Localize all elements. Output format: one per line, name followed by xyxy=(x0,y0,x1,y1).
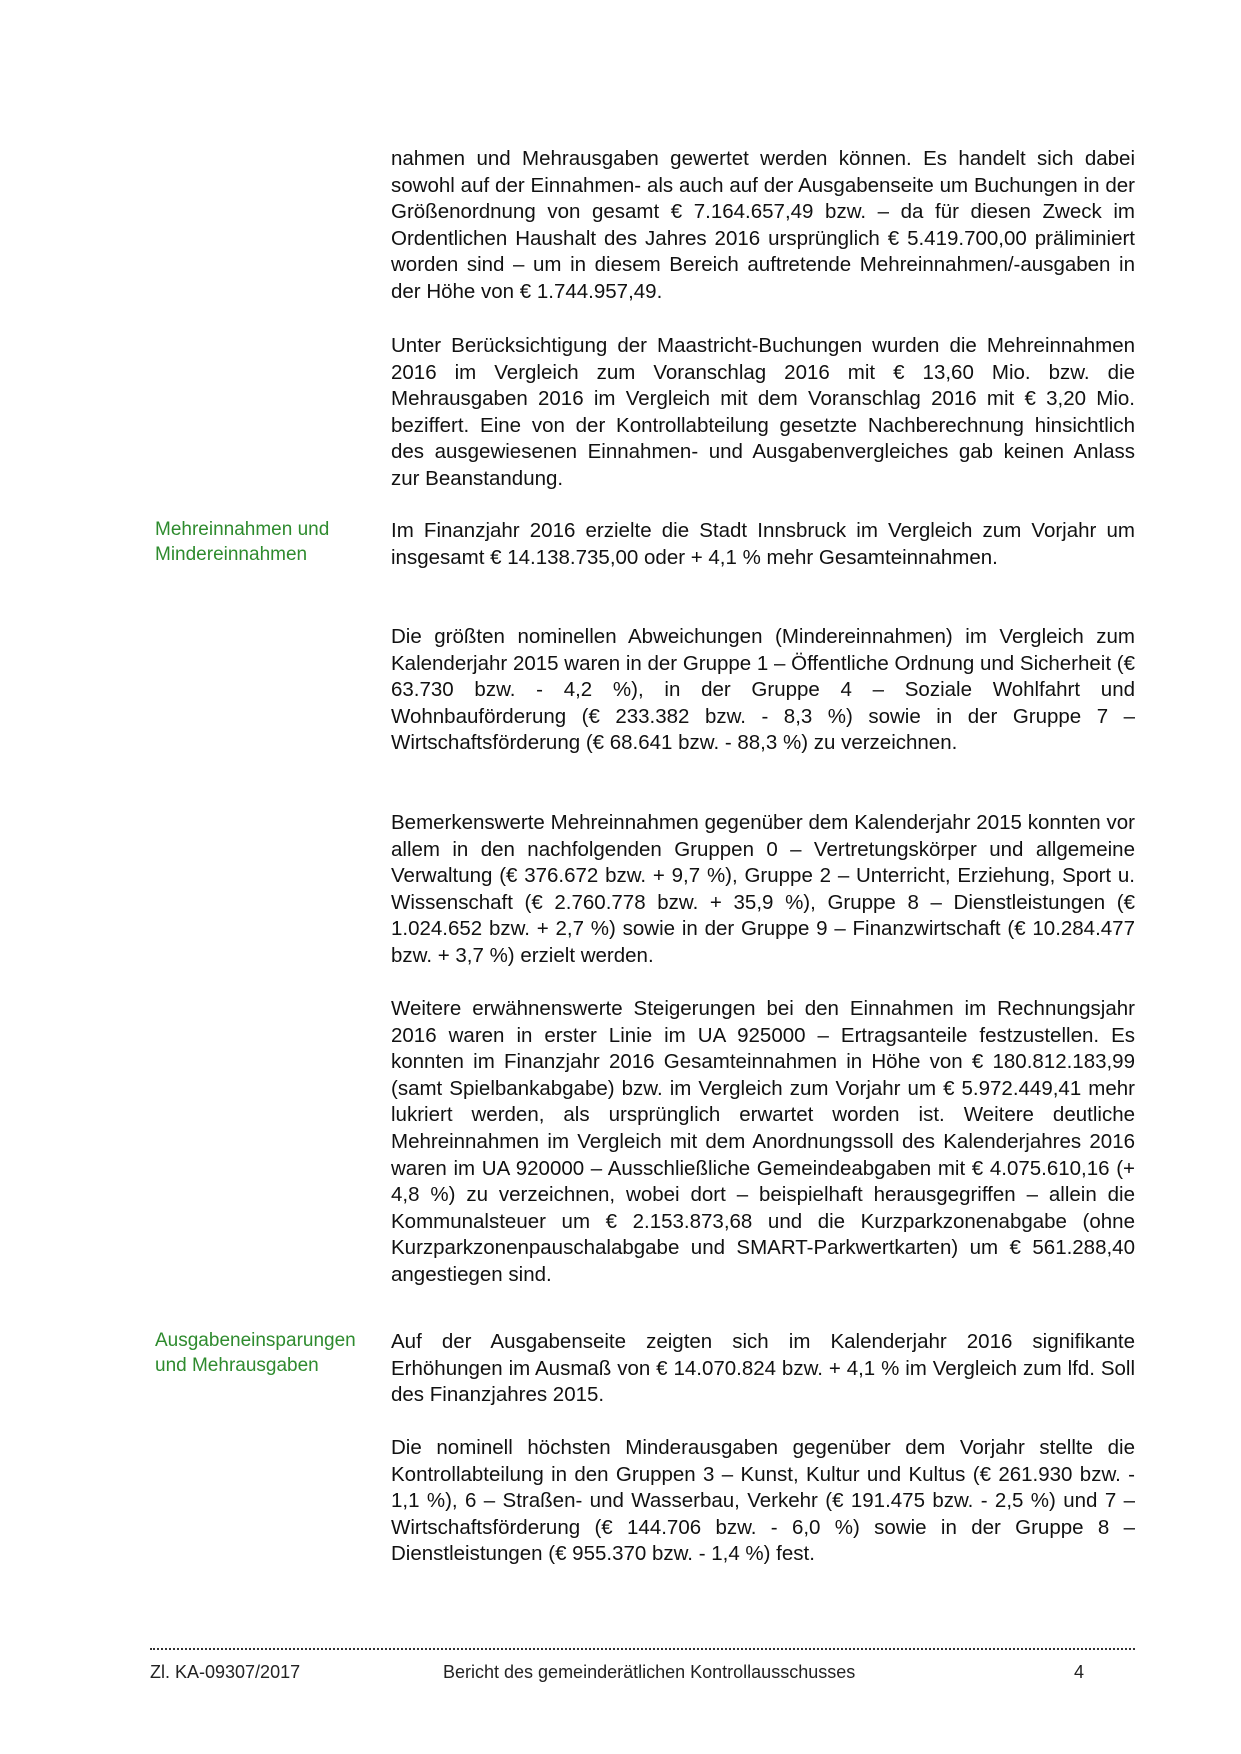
paragraph-7: Auf der Ausgabenseite zeigten sich im Kalenderjahr 2016 signifikante Erhöhungen im Ausmaß von € 14.070.824 bzw. + 4,1 % im Vergleich zum lfd. Soll des Finanzjahres 2015. xyxy=(391,1330,1135,1407)
paragraph-8: Die nominell höchsten Minderausgaben gegenüber dem Vorjahr stellte die Kontrollabteilung in den Gruppen 3 – Kunst, Kultur und Kultus (€ 261.930 bzw. - 1,1 %), 6 – Straßen- und Wasserbau, Verkehr (€ 191.475 bzw. - 2,5 %) und 7 – Wirtschaftsförderung (€ 144.706 bzw. - 6,0 %) sowie in der Gruppe 8 – Dienstleistungen (€ 955.370 bzw. - 1,4 %) fest. xyxy=(391,1436,1135,1566)
side-heading-line: und Mehrausgaben xyxy=(155,1354,319,1376)
footer-reference: Zl. KA-09307/2017 xyxy=(150,1662,301,1682)
side-heading-mehreinnahmen xyxy=(155,518,385,567)
paragraph-4: Die größten nominellen Abweichungen (Mindereinnahmen) im Vergleich zum Kalenderjahr 2015 waren in der Gruppe 1 – Öffentliche Ordnung und Sicherheit (€ 63.730 bzw. - 4,2 %), in der Gruppe 4 – Soziale Wohlfahrt und Wohnbauförderung (€ 233.382 bzw. - 8,3 %) sowie in der Gruppe 7 – Wirtschaftsförderung (€ 68.641 bzw. - 88,3 %) zu verzeichnen. xyxy=(391,625,1135,755)
side-heading-line: Mehreinnahmen und xyxy=(155,519,330,540)
side-heading-ausgaben xyxy=(155,1329,385,1378)
paragraph-5: Bemerkenswerte Mehreinnahmen gegenüber dem Kalenderjahr 2015 konnten vor allem in den nachfolgenden Gruppen 0 – Vertretungskörper und allgemeine Verwaltung (€ 376.672 bzw. + 9,7 %), Gruppe 2 – Unterricht, Erziehung, Sport u. Wissenschaft (€ 2.760.778 bzw. + 35,9 %), Gruppe 8 – Dienstleistungen (€ 1.024.652 bzw. + 2,7 %) sowie in der Gruppe 9 – Finanzwirtschaft (€ 10.284.477 bzw. + 3,7 %) erzielt werden. xyxy=(391,811,1135,967)
paragraph-1: nahmen und Mehrausgaben gewertet werden können. Es handelt sich dabei sowohl auf der Einnahmen- als auch auf der Ausgabenseite um Buchungen in der Größenordnung von gesamt € 7.164.657,49 bzw. – da für diesen Zweck im Ordentlichen Haushalt des Jahres 2016 ursprünglich € 5.419.700,00 präliminiert worden sind – um in diesem Bereich auftretende Mehreinnahmen/-ausgaben in der Höhe von € 1.744.957,49. xyxy=(391,147,1135,303)
paragraph-2: Unter Berücksichtigung der Maastricht-Buchungen wurden die Mehreinnahmen 2016 im Vergleich zum Voranschlag 2016 mit € 13,60 Mio. bzw. die Mehrausgaben 2016 im Vergleich mit dem Voranschlag 2016 mit € 3,20 Mio. beziffert. Eine von der Kontrollabteilung gesetzte Nachberechnung hinsichtlich des ausgewiesenen Einnahmen- und Ausgabenvergleiches gab keinen Anlass zur Beanstandung. xyxy=(391,334,1135,490)
side-heading-line: Mindereinnahmen xyxy=(155,543,308,565)
paragraph-3: Im Finanzjahr 2016 erzielte die Stadt Innsbruck im Vergleich zum Vorjahr um insgesamt € 14.138.735,00 oder + 4,1 % mehr Gesamteinnahmen. xyxy=(391,519,1135,569)
footer-title: Bericht des gemeinderätlichen Kontrollausschusses xyxy=(443,1662,856,1682)
footer-page-number: 4 xyxy=(1074,1662,1085,1682)
paragraph-6: Weitere erwähnenswerte Steigerungen bei den Einnahmen im Rechnungsjahr 2016 waren in erster Linie im UA 925000 – Ertragsanteile festzustellen. Es konnten im Finanzjahr 2016 Gesamteinnahmen in Höhe von € 180.812.183,99 (samt Spielbankabgabe) bzw. im Vergleich zum Vorjahr um € 5.972.449,41 mehr lukriert werden, als ursprünglich erwartet worden ist. Weitere deutliche Mehreinnahmen im Vergleich mit dem Anordnungssoll des Kalenderjahres 2016 waren im UA 920000 – Ausschließliche Gemeindeabgaben mit € 4.075.610,16 (+ 4,8 %) zu verzeichnen, wobei dort – beispielhaft herausgegriffen – allein die Kommunalsteuer um € 2.153.873,68 und die Kurzparkzonenabgabe (ohne Kurzparkzonenpauschalabgabe und SMART-Parkwertkarten) um € 561.288,40 angestiegen sind. xyxy=(391,997,1135,1286)
side-heading-line: Ausgabeneinsparungen xyxy=(155,1330,356,1351)
footer-divider xyxy=(150,1648,1135,1650)
